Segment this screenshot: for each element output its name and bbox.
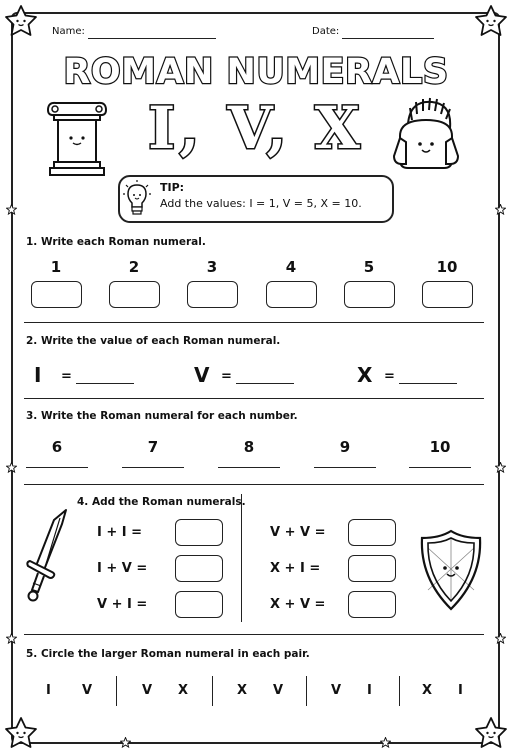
answer-line[interactable] xyxy=(409,467,471,468)
star-icon xyxy=(495,204,506,215)
lightbulb-icon xyxy=(122,179,152,219)
section5-instruction: 5. Circle the larger Roman numeral in each pair. xyxy=(26,648,310,660)
numeral-choice[interactable]: V xyxy=(82,683,93,698)
pair-divider xyxy=(306,676,307,706)
answer-line[interactable] xyxy=(314,467,376,468)
date-label: Date: xyxy=(312,26,340,37)
equals-sign: = xyxy=(221,369,232,384)
section2-instruction: 2. Write the value of each Roman numeral. xyxy=(26,335,281,347)
addition-problem: V + V = xyxy=(270,525,326,540)
divider xyxy=(24,634,484,635)
section4-instruction: 4. Add the Roman numerals. xyxy=(77,496,246,508)
divider xyxy=(24,322,484,323)
answer-box[interactable] xyxy=(31,281,82,308)
pair-divider xyxy=(399,676,400,706)
number-label: 3 xyxy=(206,258,218,276)
divider xyxy=(24,398,484,399)
number-label: 1 xyxy=(50,258,62,276)
addition-problem: X + I = xyxy=(270,561,321,576)
pair-divider xyxy=(212,676,213,706)
page-title: ROMAN NUMERALS xyxy=(63,52,449,92)
star-icon xyxy=(495,462,506,473)
number-label: 8 xyxy=(243,438,255,456)
number-label: 4 xyxy=(285,258,297,276)
roman-numeral: X xyxy=(357,363,373,387)
helmet-icon xyxy=(386,94,466,174)
answer-box[interactable] xyxy=(348,591,396,618)
roman-numeral: V xyxy=(194,363,210,387)
title-numerals: I, V, X xyxy=(148,94,364,162)
numeral-choice[interactable]: V xyxy=(142,683,153,698)
numeral-choice[interactable]: I xyxy=(367,683,372,698)
section1-instruction: 1. Write each Roman numeral. xyxy=(26,236,206,248)
addition-problem: X + V = xyxy=(270,597,326,612)
answer-box[interactable] xyxy=(187,281,238,308)
star-icon xyxy=(380,737,391,748)
answer-line[interactable] xyxy=(76,383,134,384)
star-icon xyxy=(474,716,508,750)
answer-line[interactable] xyxy=(26,467,88,468)
addition-problem: I + V = xyxy=(97,561,148,576)
star-icon xyxy=(4,4,38,38)
equals-sign: = xyxy=(384,369,395,384)
star-icon xyxy=(4,716,38,750)
star-icon xyxy=(6,633,17,644)
answer-box[interactable] xyxy=(175,519,223,546)
number-label: 10 xyxy=(429,438,451,456)
tip-text: Add the values: I = 1, V = 5, X = 10. xyxy=(160,197,362,210)
divider xyxy=(24,484,484,485)
section3-instruction: 3. Write the Roman numeral for each number. xyxy=(26,410,298,422)
number-label: 7 xyxy=(147,438,159,456)
answer-line[interactable] xyxy=(399,383,457,384)
tip-heading: TIP: xyxy=(160,181,185,194)
numeral-choice[interactable]: I xyxy=(458,683,463,698)
answer-box[interactable] xyxy=(175,555,223,582)
answer-box[interactable] xyxy=(348,519,396,546)
answer-box[interactable] xyxy=(109,281,160,308)
answer-box[interactable] xyxy=(348,555,396,582)
answer-line[interactable] xyxy=(236,383,294,384)
roman-numeral: I xyxy=(34,363,42,387)
numeral-choice[interactable]: V xyxy=(331,683,342,698)
addition-problem: I + I = xyxy=(97,525,143,540)
answer-line[interactable] xyxy=(122,467,184,468)
star-icon xyxy=(495,633,506,644)
number-label: 9 xyxy=(339,438,351,456)
pair-divider xyxy=(116,676,117,706)
numeral-choice[interactable]: I xyxy=(46,683,51,698)
numeral-choice[interactable]: X xyxy=(237,683,248,698)
addition-problem: V + I = xyxy=(97,597,148,612)
shield-icon xyxy=(418,528,484,612)
number-label: 5 xyxy=(363,258,375,276)
number-label: 2 xyxy=(128,258,140,276)
equals-sign: = xyxy=(61,369,72,384)
star-icon xyxy=(6,204,17,215)
answer-box[interactable] xyxy=(344,281,395,308)
answer-line[interactable] xyxy=(218,467,280,468)
number-label: 6 xyxy=(51,438,63,456)
name-field[interactable] xyxy=(88,38,216,39)
sword-icon xyxy=(22,506,72,614)
numeral-choice[interactable]: X xyxy=(422,683,433,698)
numeral-choice[interactable]: V xyxy=(273,683,284,698)
star-icon xyxy=(474,4,508,38)
section4-divider xyxy=(241,494,242,622)
answer-box[interactable] xyxy=(175,591,223,618)
answer-box[interactable] xyxy=(422,281,473,308)
numeral-choice[interactable]: X xyxy=(178,683,189,698)
number-label: 10 xyxy=(436,258,458,276)
star-icon xyxy=(120,737,131,748)
date-field[interactable] xyxy=(342,38,434,39)
column-icon xyxy=(46,100,108,178)
answer-box[interactable] xyxy=(266,281,317,308)
name-label: Name: xyxy=(52,26,85,37)
star-icon xyxy=(6,462,17,473)
